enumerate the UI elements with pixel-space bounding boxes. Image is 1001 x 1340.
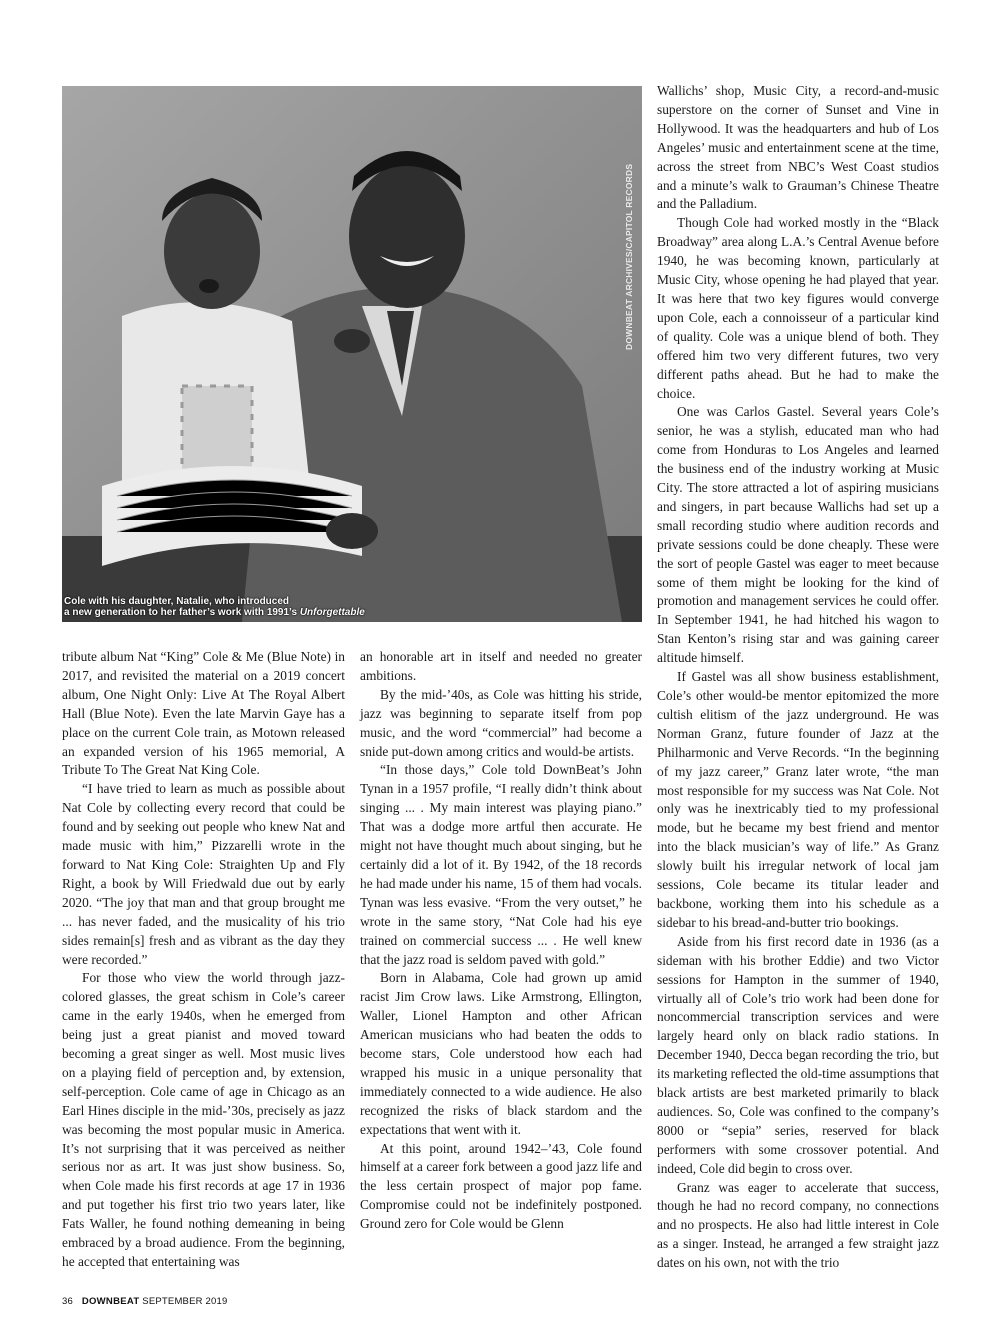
photo-cole-and-natalie <box>62 86 642 622</box>
article-column-3 <box>657 82 939 1273</box>
page-footer <box>62 1296 227 1307</box>
photo-credit: DOWNBEAT ARCHIVES/CAPITOL RECORDS <box>624 163 634 350</box>
paragraph: Wallichs’ shop, Music City, a record-and-music superstore on the corner of Sunset and Vine in Hollywood. It was the headquarters and hub of Los Angeles’ music and entertainment scene at the time, across the street from NBC’s West Coast studios and a minute’s walk to Grauman’s Chinese Theatre and the Palladium. <box>657 83 939 212</box>
photo-caption <box>64 596 504 618</box>
paragraph: By the mid-’40s, as Cole was hitting his stride, jazz was beginning to separate itself from pop music, and the word “commercial” had become a snide put-down among critics and would-be artists. <box>360 686 642 759</box>
paragraph: If Gastel was all show business establishment, Cole’s other would-be mentor epitomized the more cultish elitism of the jazz underground. He was Norman Granz, future founder of Jazz at the Philharmonic and Verve Records. “In the beginning of my jazz career,” Granz later wrote, “the man most responsible for my success was Nat Cole. Not only was he inextricably tied to my professional mode, but he became my best friend and mentor into the black musician’s way of life.” As Granz slowly built his irregular network of local jam sessions, Cole became its titular leader and backbone, working them into his schedule as a sidebar to his bread-and-butter trio bookings. <box>657 669 939 930</box>
page-number: 36 <box>62 1296 73 1307</box>
article-column-2 <box>360 648 642 1234</box>
magazine-brand: DOWNBEAT <box>81 1296 140 1307</box>
caption-line-2 <box>64 607 504 618</box>
caption-line-1: Cole with his daughter, Natalie, who introduced <box>64 596 290 607</box>
caption-album-title: Unforgettable <box>299 607 365 618</box>
paragraph: tribute album Nat “King” Cole & Me (Blue Note) in 2017, and revisited the material on a 2019 concert album, One Night Only: Live At The Royal Albert Hall (Blue Note). Even the late Marvin Gaye has a place on the current Cole train, as Motown released an expanded version of his 1965 memorial, A Tribute To The Great Nat King Cole. <box>62 649 345 778</box>
paragraph: “I have tried to learn as much as possible about Nat Cole by collecting every record that could be found and by seeking out people who knew Nat and made music with him,” Pizzarelli wrote in the forward to Nat King Cole: Straighten Up and Fly Right, a book by Will Friedwald due out by early 2020. “The joy that man and that group brought me ... has never faded, and the musicality of his trio sides remain[s] fresh and as vibrant as the day they were recorded.” <box>62 781 345 967</box>
paragraph: At this point, around 1942–’43, Cole found himself at a career fork between a good jazz life and the less certain prospect of major pop fame. Compromise could not be indefinitely postponed. Ground zero for Cole would be Glenn <box>360 1140 642 1232</box>
paragraph: For those who view the world through jazz-colored glasses, the great schism in Cole’s career came in the early 1940s, when he emerged from being just a great pianist and moved toward becoming a great singer as well. Most music lives on a playing field of perception and, by extension, self-perception. Cole came of age in Chicago as an Earl Hines disciple in the mid-’30s, precisely as jazz was becoming the most popular music in America. It’s not surprising that it was perceived as neither serious nor as art. It was just show business. So, when Cole made his first records at age 17 in 1936 and put together his first trio two years later, like Fats Waller, he found nothing demeaning in being embraced by a broad audience. From the beginning, he accepted that entertaining was <box>62 970 345 1269</box>
paragraph: Aside from his first record date in 1936 (as a sideman with his brother Eddie) and two Victor sessions for Hampton in the summer of 1940, virtually all of Cole’s trio work had been done for noncommercial transcription services and were largely heard only on black radio stations. In December 1940, Decca began recording the trio, but its marketing reflected the old-time assumptions that black artists are best marketed primarily to black audiences. So, Cole was confined to the company’s 8000 or “sepia” series, reserved for black performers with some crossover potential. And indeed, Cole did begin to cross over. <box>657 933 939 1176</box>
paragraph: an honorable art in itself and needed no greater ambitions. <box>360 649 642 683</box>
paragraph: One was Carlos Gastel. Several years Cole’s senior, he was a stylish, educated man who had come from Honduras to Los Angeles and learned the business end of the industry working at Music City. The store attracted a lot of aspiring musicians and singers, in part because Wallichs had set up a small recording studio where audition records and private sessions could be done cheaply. These were the sort of people Gastel was eager to meet because some of them might be looking for the kind of promotion and management services he could offer. In September 1941, he had hitched his wagon to Stan Kenton’s rising star and was gaining career altitude himself. <box>657 404 939 666</box>
paragraph: Granz was eager to accelerate that success, though he had no record company, no connections and no prospects. He also had little interest in Cole as a singer. Instead, he arranged a few straight jazz dates on his own, not with the trio <box>657 1179 939 1271</box>
paragraph: “In those days,” Cole told DownBeat’s John Tynan in a 1957 profile, “I really didn’t think about singing ... . My main interest was playing piano.” That was a dodge more artful then accurate. He might not have thought much about singing, but he certainly did a lot of it. By 1942, of the 18 records he had made under his name, 15 of them had vocals. Tynan was less evasive. “From the very outset,” he wrote in the same story, “Nat Cole had his eye trained on commercial success ... . He well knew that the jazz road is seldom paved with gold.” <box>360 762 642 967</box>
article-column-1 <box>62 648 345 1272</box>
caption-line-2-text: a new generation to her father’s work with 1991’s <box>64 607 300 618</box>
paragraph: Born in Alabama, Cole had grown up amid racist Jim Crow laws. Like Armstrong, Ellington, Waller, Lionel Hampton and other African American musicians who had beaten the odds to become stars, Cole understood how each had wrapped his music in a unique personality that immediately connected to a wide audience. He also recognized the risks of black stardom and the expectations that went with it. <box>360 970 642 1137</box>
paragraph: Though Cole had worked mostly in the “Black Broadway” area along L.A.’s Central Avenue before 1940, he was becoming known, particularly at Music City, whose opening he had played that year. It was here that two key figures would converge upon Cole, each a connoisseur of a particular kind of quality. Cole was a unique blend of both. They offered him two very different futures, two very different paths ahead. But he had to make the choice. <box>657 215 939 401</box>
issue-date: SEPTEMBER 2019 <box>142 1296 228 1307</box>
photo-image <box>62 86 642 622</box>
